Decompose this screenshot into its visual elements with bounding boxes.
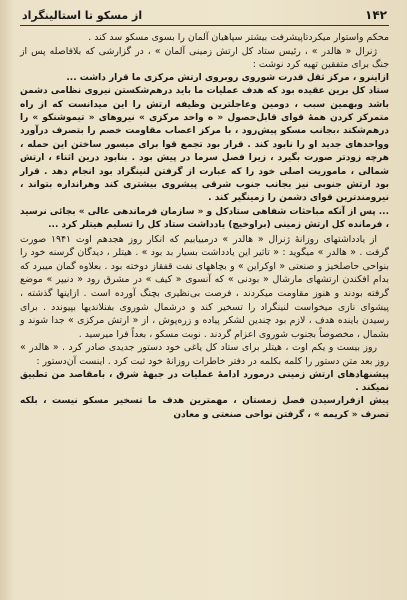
page-number: ۱۴۲ bbox=[365, 8, 387, 22]
paragraph: از یادداشتهای روزانهٔ ژنرال « هالدر » درمییابیم که انکار روز هجدهم اوت ۱۹۴۱ صورت گرفت . « هالدر » میگوید : « تاثیر این یادداشت بسیار بد بود » . هیتلر ، دیدگان گرسنه خود را بنواحی حاصلخیز و صنعتی « اوکراین » و بچاههای نفت قفقاز دوخته بود . بعلاوه گمان میبرد که بدام افکندن ارتشهای مارشال « بودنی » که آنسوی « کیف » در مشرق رود « دنیپر » موضع گرفته بودند و هنوز مقاومت میکردند ، فرصت بی‌نظیری بچنگ آورده است . ازاینها گذشته ، پیشوای نازی میخواست لنینگراد را تسخیر کند و درشمال شوروی بفنلاندیها بپیوندد . برای رسیدن باینده هدف ، لازم بود چندین لشکر پیاده و زره‌پوش ، از « ارتش مرکزی » جدا شوند و بشمال ، مخصوصاً بجنوب شوروی اعزام گردند . نوبت مسکو ، بعداً فرا میرسید . bbox=[20, 233, 389, 340]
quote-paragraph: پیش ازفرارسیدن فصل زمستان ، مهمترین هدف ما تسخیر مسکو نیست ، بلکه تصرف « کریمه » ، گرفتن نواحی صنعتی و معادن bbox=[20, 396, 389, 420]
quote-paragraph: ... پس از آنکه مباحثات شفاهی ستادکل و « سازمان فرماندهی عالی » بجائی نرسید ، فرمانده کل ارتش زمینی (براوخیچ) یادداشت ستاد کل را تسلیم هیتلر کرد ... bbox=[20, 206, 389, 231]
page-header bbox=[20, 8, 389, 26]
quote-paragraph: پیشنهادهای ارتش زمینی درمورد ادامهٔ عملیات در جبههٔ شرق ، بامقاصد من تطبیق نمیکند . bbox=[20, 369, 389, 393]
quote-paragraph: ستاد کل برین عقیده بود که هدف عملیات ما باید درهم‌شکستن نیروی نظامی دشمن باشد وبهمین سبب ، دومین وعاجلترین وظیفه ارتش را این میدانست که از راه متمرکز کردن همهٔ قوای قابل‌حصول « ه واحد مرکزی » نیروهای « تیموشنکو » را درهم‌شکند ،بجانب مسکو پیش‌رود ، با مرکز اعصاب مقاومت خصم را بتصرف درآورد وواحدهای جدید او را نابود کند . قرار بود تجمع قوا برای میسور ساختن این حمله ، هرچه زودتر صورت بگیرد ، زیرا فصل سرما در پیش بود . بنابود درین اثناء ، ارتش شمالی ، ماموریت اصلی خود را که عبارت از گرفتن لنینگراد بود انجام دهد . قرار بود ارتش جنوبی نیز بجانب جنوب شرقی پیشروی بیشتری کند وهرانداره بتواند ، نیرومندترین قوای دشمن را زمینگیر کند . bbox=[20, 86, 389, 204]
paragraph: محکم واستوار میکردتاپیشرفت بیشتر سپاهیان آلمان را بسوی مسکو سد کند . bbox=[88, 32, 389, 43]
paragraph: روز بیست و یکم اوت ، هیتلر برای ستاد کل یاغی خود دستور جدیدی صادر کرد . « هالدر » روز بعد متن دستور را کلمه بکلمه در دفتر خاطرات روزانهٔ خود ثبت کرد . اینست آن‌دستور : bbox=[20, 342, 389, 367]
paragraph: ژنرال « هالدر » ، رئیس ستاد کل ارتش زمینی آلمان » ، در گزارشی که بلافاصله پس از جنگ برای متفقین تهیه کرد نوشت : bbox=[20, 45, 389, 71]
quote-paragraph: ازاینرو ، مرکز ثقل قدرت شوروی روبروی ارتش مرکزی ما قرار داشت ... bbox=[66, 72, 389, 83]
page-body bbox=[20, 31, 389, 422]
running-title: از مسکو تا استالینگراد bbox=[22, 8, 143, 22]
